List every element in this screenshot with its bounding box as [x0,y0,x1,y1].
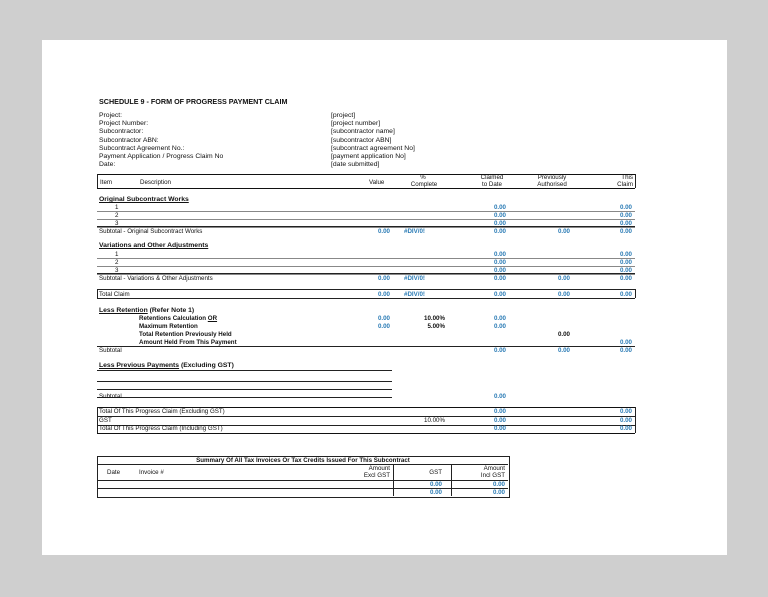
section-previous-payments: Less Previous Payments (Excluding GST) [99,362,234,369]
summary-col-gst: GST [429,469,442,476]
col-previously: Previously [537,174,567,181]
info-label: Subcontractor: [99,128,144,136]
info-label: Payment Application / Progress Claim No [99,153,224,160]
original-item-this: 0.00 [619,212,632,219]
col-claim: Claim [617,181,633,188]
info-label: Date: [99,161,116,169]
info-value: [subcontract agreement No] [331,144,415,152]
original-subtotal-pct: #DIV/0! [404,228,425,235]
summary-col-incl-gst: Incl GST [480,472,505,479]
document-page: SCHEDULE 9 - FORM OF PROGRESS PAYMENT CLAIM Project: [project] Project Number: [project number] Subcontractor: [subcontractor name] Subcontractor ABN: [subcontractor ABN] Subcontract Agreement No.: [subcontract agreement No] Payment Application / Progress Claim No [payment application No] Date: [date submitted] Item Description Value % Complete Claimed to Date Previously Authorised This Claim Original Subcontract Works Variations and Other Adjustments Total Claim 0.00 #DIV/0! 0.00 0.00 0.00 Less Retention (Refer Note 1) Retentions Calculation OR 0.00 10.00% 0.00 Maximum Retention 0.00 5.00% 0.00 Total Retention Previously Held 0.00 Amount Held From This Payment 0.00 Subtotal 0.00 0.00 0.00 Less Previous Payments (Excluding GST) Subtotal 0.00 Total Of This Progress Claim (Excluding GST) 0.00 0.00 GST 10.00% 0.00 0.00 Total Of This Progress Claim (Including GST) 0.00 0.00 Summary Of All Tax Invoices Or Tax Credits Issued For This Subcontract Date Invoice # Amount Excl GST GST Amount Incl GST 0.00 0.00 0.00 0.00 1 0.00 0.00 2 0.00 0.00 3 0.00 0.00 Subtotal - Original Subcontract Works 0.00 #DIV/0! 0.00 0.00 0.00 1 0.00 0.00 2 0.00 0.00 3 0.00 0.00 Subtotal - Variations & Other Adjustments 0.00 #DIV/0! 0.00 0.00 0.00 [42,40,727,555]
variations-item-todate: 0.00 [493,259,506,266]
section-variations: Variations and Other Adjustments [99,242,209,249]
gst-label: GST [99,417,112,424]
previous-subtotal-label: Subtotal [99,393,122,400]
col-complete: Complete [410,181,438,188]
info-value: [payment application No] [331,153,406,160]
variations-item-todate: 0.00 [493,267,506,274]
retention-this-payment-label: Amount Held From This Payment [139,339,237,346]
original-subtotal-this: 0.00 [619,228,632,235]
info-label: Subcontract Agreement No.: [99,144,185,152]
total-claim-this: 0.00 [619,291,632,298]
info-label: Subcontractor ABN: [99,136,159,144]
retention-calc-pct: 10.00% [424,315,445,322]
col-pct: % [420,174,426,181]
gst-pct: 10.00% [424,417,445,424]
info-value: [subcontractor ABN] [331,136,392,144]
original-item-number: 3 [115,220,119,227]
col-this: This [621,174,633,181]
retention-calc-label: Retentions Calculation OR [139,315,218,322]
summary-col-amount-incl: Amount [483,465,505,472]
info-value: [subcontractor name] [331,128,395,136]
form-title: SCHEDULE 9 - FORM OF PROGRESS PAYMENT CLAIM [99,97,288,106]
col-description: Description [140,179,171,186]
original-subtotal-todate: 0.00 [493,228,506,235]
col-authorised: Authorised [537,181,567,188]
info-value: [project] [331,112,356,119]
original-item-todate: 0.00 [493,220,506,227]
variations-item-this: 0.00 [619,259,632,266]
original-item-this: 0.00 [619,204,632,211]
summary-col-invoice: Invoice # [139,469,164,476]
variations-subtotal-todate: 0.00 [493,275,506,282]
total-claim-value: 0.00 [377,291,390,298]
original-item-this: 0.00 [619,220,632,227]
variations-subtotal-prev: 0.00 [557,275,570,282]
retention-prev-held-label: Total Retention Previously Held [139,331,232,338]
variations-item-number: 2 [115,259,119,266]
variations-item-todate: 0.00 [493,251,506,258]
variations-subtotal-this: 0.00 [619,275,632,282]
variations-item-number: 3 [115,267,119,274]
col-item: Item [100,179,113,186]
total-claim-label: Total Claim [99,291,130,298]
total-claim-prev: 0.00 [557,291,570,298]
variations-item-this: 0.00 [619,267,632,274]
original-item-number: 1 [115,204,119,211]
summary-col-amount: Amount [368,465,390,472]
col-to-date: to Date [482,181,502,188]
section-original-works: Original Subcontract Works [99,196,189,203]
original-subtotal-prev: 0.00 [557,228,570,235]
original-subtotal-value: 0.00 [377,228,390,235]
retention-max-label: Maximum Retention [139,323,198,330]
variations-subtotal-value: 0.00 [377,275,390,282]
summary-col-date: Date [107,469,121,476]
total-claim-pct: #DIV/0! [404,291,425,298]
variations-subtotal-pct: #DIV/0! [404,275,425,282]
retention-max-pct: 5.00% [427,323,445,330]
total-excl-gst-label: Total Of This Progress Claim (Excluding GST) [99,408,225,415]
col-value: Value [369,179,385,186]
summary-title: Summary Of All Tax Invoices Or Tax Credits Issued For This Subcontract [196,457,410,464]
summary-col-excl-gst: Excl GST [363,472,390,479]
info-label: Project: [99,112,123,119]
variations-item-this: 0.00 [619,251,632,258]
original-item-todate: 0.00 [493,212,506,219]
total-incl-gst-label: Total Of This Progress Claim (Including GST) [99,425,223,432]
variations-subtotal-label: Subtotal - Variations & Other Adjustments [99,275,213,282]
retention-calc-value: 0.00 [377,315,390,322]
col-claimed: Claimed [480,174,504,181]
retention-subtotal-label: Subtotal [99,347,122,354]
total-claim-todate: 0.00 [493,291,506,298]
original-item-number: 2 [115,212,119,219]
info-value: [date submitted] [331,161,380,169]
info-label: Project Number: [99,120,149,128]
info-value: [project number] [331,120,381,128]
section-retention: Less Retention (Refer Note 1) [99,307,195,314]
variations-item-number: 1 [115,251,119,258]
original-subtotal-label: Subtotal - Original Subcontract Works [99,228,203,235]
original-item-todate: 0.00 [493,204,506,211]
